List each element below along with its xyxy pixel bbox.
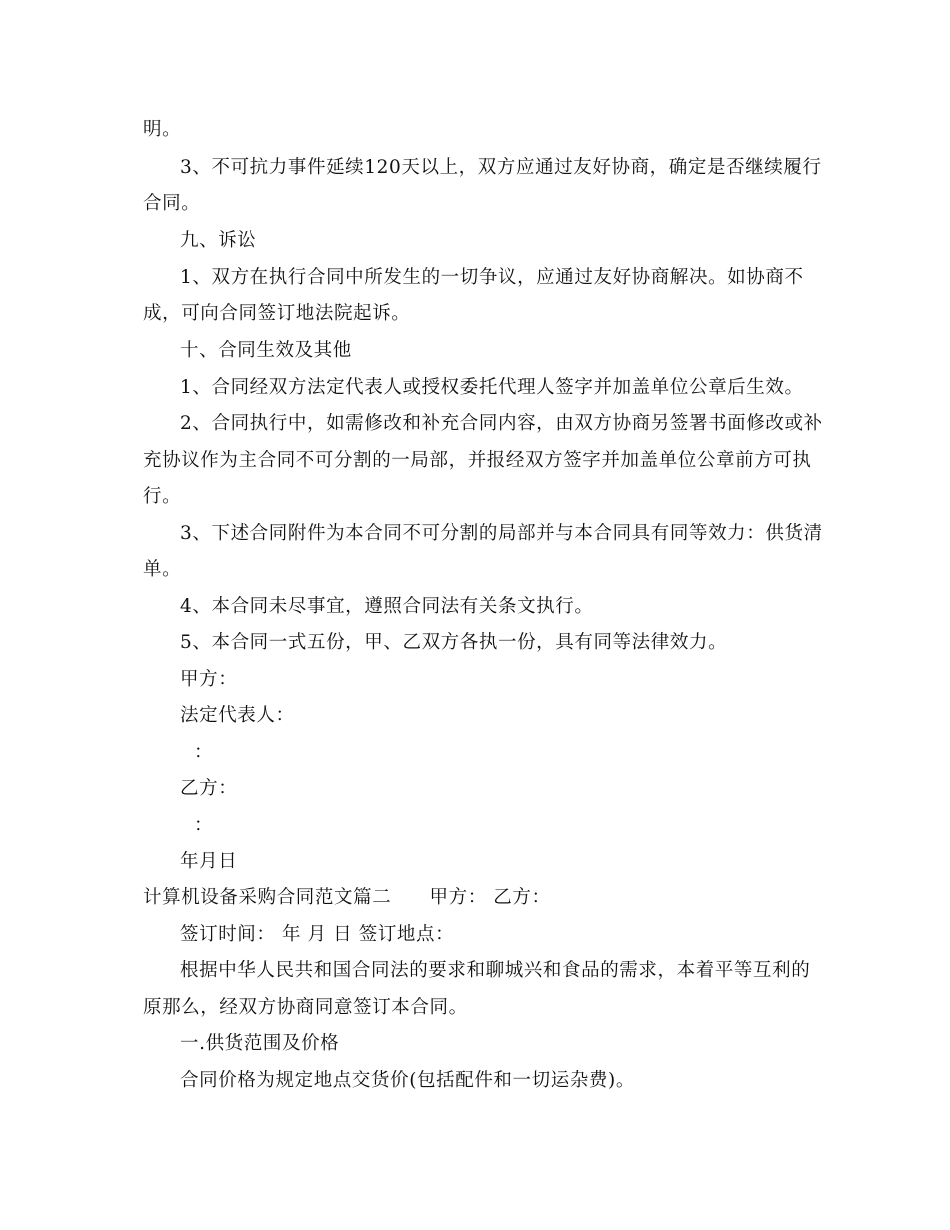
sign-time-place: 签订时间： 年 月 日 签订地点： [180, 924, 455, 945]
text-line: 3、下述合同附件为本合同不可分割的局部并与本合同具有同等效力：供货清 [180, 523, 823, 544]
text-line: 4、本合同未尽事宜，遵照合同法有关条文执行。 [180, 596, 594, 617]
text-line: 1、合同经双方法定代表人或授权委托代理人签字并加盖单位公章后生效。 [180, 377, 804, 398]
section-heading: 十、合同生效及其他 [180, 340, 352, 361]
text-line: 3、不可抗力事件延续120天以上，双方应通过友好协商，确定是否继续履行 [180, 157, 822, 178]
text-line: 明。 [143, 119, 182, 140]
date-label: 年月日 [180, 851, 238, 872]
contract-title: 计算机设备采购合同范文篇二 甲方： 乙方： [143, 887, 551, 908]
party-a-label: 甲方： [180, 669, 238, 690]
text-line: 合同。 [143, 193, 201, 214]
text-line: ： [194, 742, 214, 763]
text-line: 1、双方在执行合同中所发生的一切争议，应通过友好协商解决。如协商不 [180, 267, 804, 288]
text-line: 成，可向合同签订地法院起诉。 [143, 303, 411, 324]
text-line: 充协议作为主合同不可分割的一局部，并报经双方签字并加盖单位公章前方可执 [143, 450, 812, 471]
text-line: ： [194, 815, 214, 836]
text-line: 2、合同执行中，如需修改和补充合同内容，由双方协商另签署书面修改或补 [180, 413, 823, 434]
party-b-label: 乙方： [180, 778, 238, 799]
legal-rep-label: 法定代表人： [180, 705, 295, 726]
text-line: 行。 [143, 486, 182, 507]
text-line: 单。 [143, 559, 182, 580]
text-line: 根据中华人民共和国合同法的要求和聊城兴和食品的需求，本着平等互利的 [180, 960, 811, 981]
text-line: 5、本合同一式五份，甲、乙双方各执一份，具有同等法律效力。 [180, 632, 728, 653]
text-line: 原那么，经双方协商同意签订本合同。 [143, 997, 468, 1018]
section-heading: 九、诉讼 [180, 230, 257, 251]
section-heading: 一.供货范围及价格 [180, 1033, 340, 1054]
text-line: 合同价格为规定地点交货价(包括配件和一切运杂费)。 [180, 1070, 635, 1091]
